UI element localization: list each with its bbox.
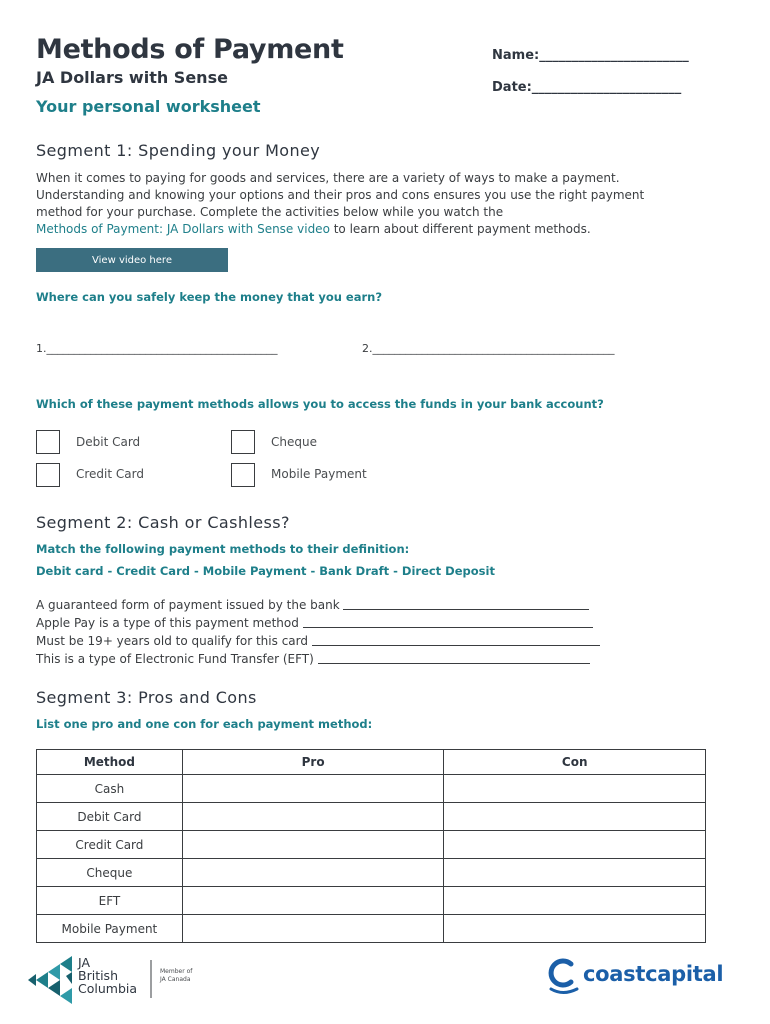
- paragraph-tail: to learn about different payment methods.: [329, 222, 591, 236]
- option-label-mobile-payment: Mobile Payment: [271, 467, 367, 481]
- pro-cell[interactable]: [182, 859, 444, 887]
- segment3-heading: Segment 3: Pros and Cons: [36, 688, 257, 707]
- option-label-cheque: Cheque: [271, 435, 317, 449]
- table-row: [37, 775, 706, 803]
- ja-bc-logo: [26, 950, 366, 1006]
- definition-list: [36, 596, 600, 668]
- pro-cell[interactable]: [182, 887, 444, 915]
- paragraph-line: method for your purchase. Complete the activities below while you watch the: [36, 205, 504, 219]
- coast-capital-wordmark: coastcapital: [583, 962, 724, 986]
- ja-logo-text: JA British Columbia: [78, 955, 138, 996]
- pro-cell[interactable]: [182, 775, 444, 803]
- pros-cons-table: [36, 749, 706, 943]
- pro-cell[interactable]: [182, 803, 444, 831]
- method-cell: Cash: [37, 775, 183, 803]
- checkbox-mobile-payment[interactable]: [231, 463, 255, 487]
- table-header-row: [37, 750, 706, 775]
- question-safe-keeping: Where can you safely keep the money that you earn?: [36, 290, 383, 304]
- worksheet-label: Your personal worksheet: [36, 97, 261, 116]
- paragraph-line: When it comes to paying for goods and services, there are a variety of ways to make a payment.: [36, 171, 620, 185]
- segment2-heading: Segment 2: Cash or Cashless?: [36, 513, 290, 532]
- answer-blank-2[interactable]: 2.____________________________________________: [362, 342, 615, 355]
- table-row: [37, 859, 706, 887]
- method-cell: Credit Card: [37, 831, 183, 859]
- checkbox-credit-card[interactable]: [36, 463, 60, 487]
- member-text: Member of JA Canada: [160, 968, 193, 983]
- table-row: [37, 887, 706, 915]
- view-video-button[interactable]: View video here: [36, 248, 228, 272]
- pros-cons-instruction: List one pro and one con for each payment method:: [36, 717, 373, 731]
- table-row: [37, 803, 706, 831]
- table-row: [37, 831, 706, 859]
- match-instruction: Match the following payment methods to their definition:: [36, 542, 410, 556]
- con-cell[interactable]: [444, 915, 706, 943]
- video-link[interactable]: Methods of Payment: JA Dollars with Sense video: [36, 222, 330, 236]
- definition-answer-line[interactable]: [343, 609, 589, 610]
- column-header-method: Method: [37, 750, 183, 775]
- con-cell[interactable]: [444, 803, 706, 831]
- con-cell[interactable]: [444, 859, 706, 887]
- segment1-paragraph: [36, 170, 716, 238]
- method-cell: Mobile Payment: [37, 915, 183, 943]
- definition-item: A guaranteed form of payment issued by the bank: [36, 596, 600, 614]
- method-cell: EFT: [37, 887, 183, 915]
- option-label-debit-card: Debit Card: [76, 435, 141, 449]
- page-subtitle: JA Dollars with Sense: [36, 68, 228, 87]
- ja-triangles-icon: [26, 950, 366, 1006]
- checkbox-cheque[interactable]: [231, 430, 255, 454]
- coast-capital-c-icon: [545, 956, 585, 996]
- name-field[interactable]: Name:_______________________: [492, 48, 689, 63]
- page-title: Methods of Payment: [36, 34, 344, 65]
- checkbox-debit-card[interactable]: [36, 430, 60, 454]
- column-header-con: Con: [444, 750, 706, 775]
- option-label-credit-card: Credit Card: [76, 467, 144, 481]
- definition-answer-line[interactable]: [318, 663, 590, 664]
- definition-item: This is a type of Electronic Fund Transfer (EFT): [36, 650, 600, 668]
- payment-methods-list: Debit card - Credit Card - Mobile Payment - Bank Draft - Direct Deposit: [36, 564, 495, 578]
- definition-item: Must be 19+ years old to qualify for this card: [36, 632, 600, 650]
- pro-cell[interactable]: [182, 831, 444, 859]
- date-field[interactable]: Date:_______________________: [492, 80, 682, 95]
- question-bank-access: Which of these payment methods allows you to access the funds in your bank account?: [36, 397, 604, 411]
- column-header-pro: Pro: [182, 750, 444, 775]
- pro-cell[interactable]: [182, 915, 444, 943]
- answer-blank-1[interactable]: 1.__________________________________________: [36, 342, 278, 355]
- definition-answer-line[interactable]: [312, 645, 600, 646]
- con-cell[interactable]: [444, 887, 706, 915]
- table-row: [37, 915, 706, 943]
- definition-answer-line[interactable]: [303, 627, 593, 628]
- con-cell[interactable]: [444, 831, 706, 859]
- definition-item: Apple Pay is a type of this payment method: [36, 614, 600, 632]
- paragraph-line: Understanding and knowing your options and their pros and cons ensures you use the right payment: [36, 188, 645, 202]
- coast-capital-logo: [545, 956, 735, 996]
- method-cell: Cheque: [37, 859, 183, 887]
- segment1-heading: Segment 1: Spending your Money: [36, 141, 321, 160]
- con-cell[interactable]: [444, 775, 706, 803]
- method-cell: Debit Card: [37, 803, 183, 831]
